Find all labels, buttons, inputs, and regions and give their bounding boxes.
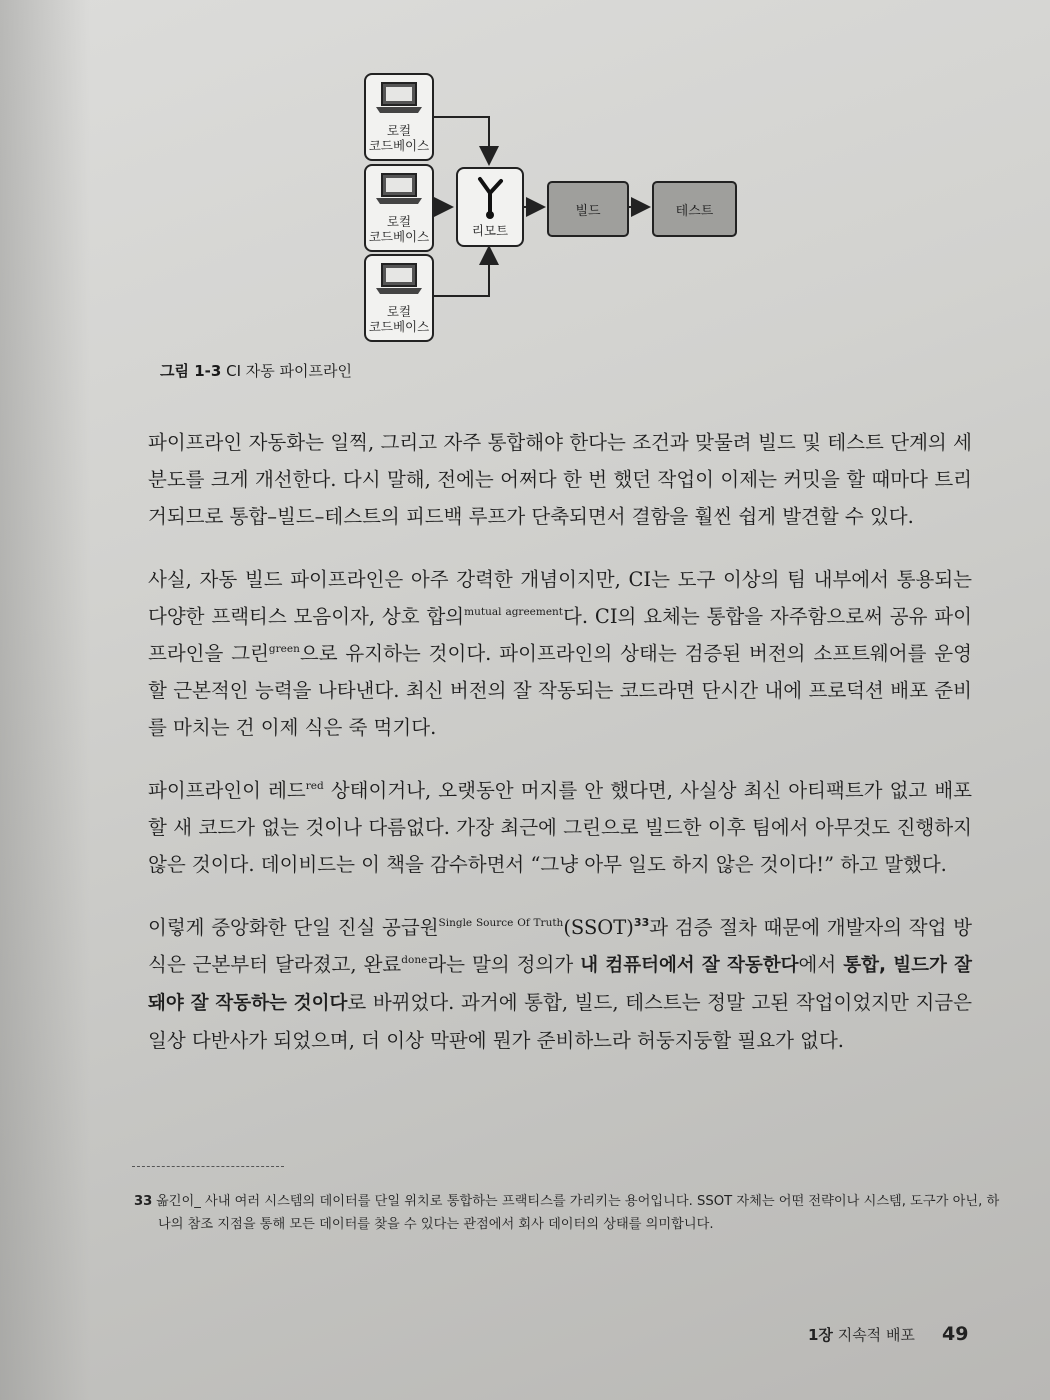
local-codebase-1 [364,73,434,161]
figure-caption [160,360,352,381]
chapter-number: 1장 [808,1326,833,1344]
text-run: 과 검증 절차 때문에 개발자의 작업 방식은 근본부터 달라졌고, 완료 [148,916,973,976]
local-codebase-label: 로컬 코드베이스 [368,214,430,244]
build-stage [547,181,629,237]
remote-label: 리모트 [471,223,509,238]
annotation-superscript: mutual agreement [464,606,564,618]
local-codebase-label: 로컬 코드베이스 [368,123,430,153]
text-run: 이렇게 중앙화한 단일 진실 공급원 [148,916,439,939]
figure-caption-text: CI 자동 파이프라인 [226,362,352,380]
diagram-connectors [0,0,1050,360]
text-run: 상태이거나, 오랫동안 머지를 안 했다면, 사실상 최신 아티팩트가 없고 배포할 새 코드가 없는 것이나 다름없다. 가장 최근에 그린으로 빌드한 이후 팀에서 아무것도 진행하지 않은 것이다. 데이비드는 이 책을 감수하면서 “그냥 아무 일도 하지 않은 것이다!” 하고 말했다. [148,779,972,876]
annotation-superscript: Single Source Of Truth [438,917,564,929]
laptop-icon [374,81,424,115]
text-run: 파이프라인이 레드 [148,779,306,802]
footnote [134,1190,1008,1236]
text-run: (SSOT) [563,916,634,939]
chapter-title: 지속적 배포 [832,1326,915,1344]
footnote-text: 옮긴이_ 사내 여러 시스템의 데이터를 단일 위치로 통합하는 프랙티스를 가리키는 용어입니다. SSOT 자체는 어떤 전략이나 시스템, 도구가 아닌, 하나의 참조 지점을 통해 모든 데이터를 찾을 수 있다는 관점에서 회사 데이터의 상태를 의미합니다. [156,1194,1000,1232]
arrow-local3-remote [431,249,489,296]
test-label: 테스트 [675,203,714,219]
annotation-superscript: red [305,780,324,792]
local-codebase-3 [364,254,434,342]
local-codebase-label: 로컬 코드베이스 [368,304,430,334]
text-run: 다. CI의 요체는 통합을 자주함으로써 공유 파이프라인을 그린 [148,605,972,665]
git-branch-icon [458,171,522,221]
arrow-local1-remote [431,117,489,162]
text-run: 라는 말의 정의가 [427,953,581,976]
text-run: 으로 유지하는 것이다. 파이프라인의 상태는 검증된 버전의 소프트웨어를 운영할 근본적인 능력을 나타낸다. 최신 버전의 잘 작동되는 코드라면 단시간 내에 프로덕션 배포 준비를 마치는 건 이제 식은 죽 먹기다. [148,642,972,739]
paragraph-4 [148,909,972,1059]
build-label: 빌드 [575,203,601,219]
page-footer [808,1323,968,1345]
annotation-superscript: green [268,643,300,655]
body-text [148,424,972,1085]
emphasis-text: 통합, 빌드가 잘 돼야 잘 작동하는 것이다 [148,955,972,1014]
annotation-superscript: done [401,954,428,966]
paragraph-1: 파이프라인 자동화는 일찍, 그리고 자주 통합해야 한다는 조건과 맞물려 빌드 및 테스트 단계의 세분도를 크게 개선한다. 다시 말해, 전에는 어쩌다 한 번 했던 작업이 이제는 커밋을 할 때마다 트리거되므로 통합–빌드–테스트의 피드백 루프가 단축되면서 결함을 훨씬 쉽게 발견할 수 있다. [148,431,972,528]
text-run: 사실, 자동 빌드 파이프라인은 아주 강력한 개념이지만, CI는 도구 이상의 팀 내부에서 통용되는 다양한 프랙티스 모음이자, 상호 합의 [148,568,972,628]
laptop-icon [374,172,424,206]
running-footer [808,1326,915,1344]
paragraph-3 [148,772,972,883]
footnote-divider [132,1166,284,1167]
remote-repository [456,167,524,247]
ci-pipeline-diagram [0,0,1050,360]
text-run: 로 바뀌었다. 과거에 통합, 빌드, 테스트는 정말 고된 작업이었지만 지금은 일상 다반사가 되었으며, 더 이상 막판에 뭔가 준비하느라 허둥지둥할 필요가 없다. [148,991,972,1052]
page-number: 49 [942,1323,969,1345]
emphasis-text: 내 컴퓨터에서 잘 작동한다 [580,955,799,976]
text-run: 에서 [798,953,844,976]
local-codebase-2 [364,164,434,252]
footnote-reference: 33 [633,916,650,929]
footnote-number: 33 [134,1194,153,1209]
laptop-icon [374,262,424,296]
test-stage [652,181,737,237]
paragraph-2 [148,561,972,746]
figure-number: 그림 1-3 [160,362,222,380]
